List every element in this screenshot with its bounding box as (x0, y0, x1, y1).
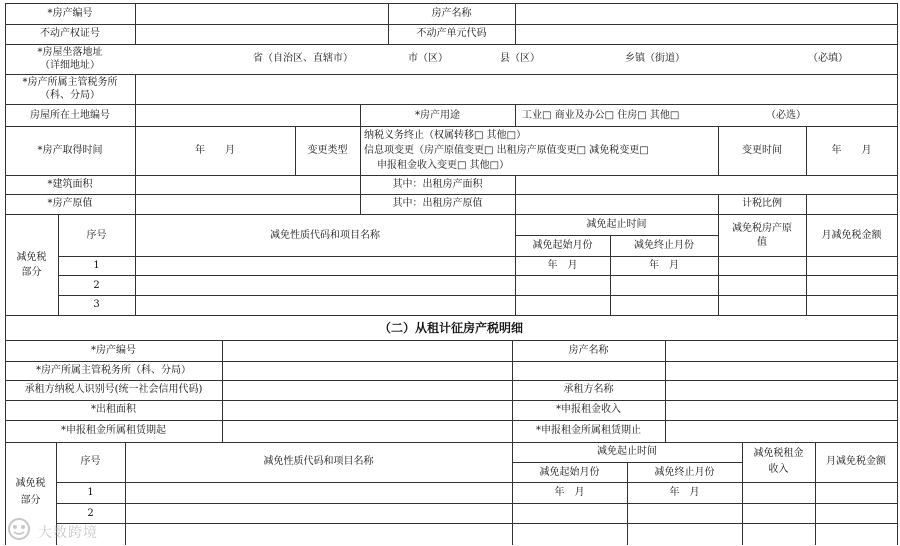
table-row-seq: 2 (87, 508, 94, 519)
rent-income-field[interactable] (666, 401, 897, 420)
rented-value-field[interactable] (516, 195, 718, 214)
relief-rent-header-line1: 减免税租金 (753, 448, 804, 459)
lease-end-label: *申报租金所属租赁期止 (536, 425, 641, 436)
lessee-id-label: 承租方纳税人识别号(统一社会信用代码) (24, 384, 203, 395)
table-row-start[interactable]: 年 月 (554, 487, 585, 498)
tax-ratio-field[interactable] (807, 195, 897, 214)
lease-end-field[interactable] (666, 421, 897, 442)
lease-start-field[interactable] (223, 421, 512, 442)
usage-required: （必选） (766, 110, 806, 121)
unit-code-field[interactable] (516, 25, 897, 44)
original-value-field[interactable] (136, 195, 360, 214)
rent-seq-header: 序号 (80, 456, 101, 467)
table-row-seq: 1 (93, 260, 100, 271)
usage-label: *房产用途 (415, 110, 460, 121)
watermark-text: 大数跨境 (38, 525, 98, 541)
address-label-line2: （详细地址） (40, 60, 100, 71)
tax-office-label-line1: *房产所属主管税务所 (22, 77, 118, 88)
unit-code-label: 不动产单元代码 (416, 28, 487, 39)
address-province: 省（自治区、直辖市） (253, 53, 353, 64)
rent-property-name-field[interactable] (666, 341, 897, 361)
address-required: （必填） (808, 53, 848, 64)
acquire-time-label: *房产取得时间 (37, 145, 103, 156)
relief-section-label-line2: 部分 (21, 267, 42, 278)
rent-property-name-label: 房产名称 (568, 345, 609, 356)
change-time-value[interactable]: 年 月 (831, 145, 872, 156)
cert-no-field[interactable] (136, 25, 388, 44)
lessee-name-label: 承租方名称 (563, 384, 614, 395)
lessee-id-field[interactable] (223, 381, 512, 400)
table-row-seq: 3 (93, 299, 100, 310)
table-row-seq: 1 (87, 487, 94, 498)
monthly-relief-header: 月减免税金额 (821, 230, 882, 241)
change-type-line1[interactable]: 纳税义务终止（权属转移□ 其他□） (364, 130, 527, 141)
rent-property-no-field[interactable] (223, 341, 512, 361)
rented-value-label: 其中：出租房产原值 (392, 198, 483, 209)
relief-end-header: 减免终止月份 (634, 240, 694, 251)
table-row-end[interactable]: 年 月 (669, 487, 700, 498)
rent-relief-start-header: 减免起始月份 (539, 467, 600, 478)
rent-monthly-relief-header: 月减免税金额 (826, 456, 886, 467)
table-row-start[interactable]: 年 月 (547, 260, 578, 271)
rent-relief-label-line2: 部分 (20, 495, 41, 506)
usage-options[interactable]: 工业□ 商业及办公□ 住房□ 其他□ (522, 110, 680, 121)
seq-header: 序号 (86, 230, 107, 241)
lessee-name-field[interactable] (666, 381, 897, 400)
tax-office-label-line2: （科、分局） (40, 90, 100, 101)
rent-relief-end-header: 减免终止月份 (654, 467, 715, 478)
acquire-time-value[interactable]: 年 月 (195, 145, 235, 156)
rented-area-field[interactable] (516, 176, 897, 194)
building-area-label: *建筑面积 (47, 179, 93, 190)
address-county: 县（区） (500, 53, 540, 64)
relief-value-header-line1: 减免税房产原 (732, 223, 792, 234)
rented-area-label: 其中：出租房产面积 (392, 179, 483, 190)
section-title: （二）从租计征房产税明细 (378, 321, 523, 335)
address-town: 乡镇（街道） (625, 53, 685, 64)
change-type-line3[interactable]: 申报租金收入变更□ 其他□） (377, 160, 510, 171)
rent-property-no-label: *房产编号 (91, 345, 136, 356)
rent-income-label: *申报租金收入 (556, 404, 621, 415)
watermark-icon (6, 516, 32, 542)
change-time-label: 变更时间 (742, 145, 782, 156)
rent-relief-label-line1: 减免税 (15, 478, 46, 489)
cert-no-label: 不动产权证号 (40, 28, 100, 39)
table-row-seq: 2 (93, 280, 100, 291)
property-name-label: 房产名称 (431, 8, 472, 19)
rented-area-label: *出租面积 (91, 404, 136, 415)
change-type-line2[interactable]: 信息项变更（房产原值变更□ 出租房产原值变更□ 减免税变更□ (364, 145, 649, 156)
change-type-label: 变更类型 (307, 145, 348, 156)
rent-tax-office-label: *房产所属主管税务所（科、分局） (36, 365, 191, 376)
relief-period-header: 减免起止时间 (586, 219, 647, 230)
property-no-label: *房产编号 (47, 8, 93, 19)
rent-tax-office-field[interactable] (223, 362, 897, 380)
address-label-line1: *房屋坐落地址 (37, 47, 103, 58)
rent-relief-period-header: 减免起止时间 (597, 446, 657, 457)
property-no-field[interactable] (136, 4, 388, 24)
rent-relief-code-header: 减免性质代码和项目名称 (263, 456, 374, 467)
relief-value-header-line2: 值 (757, 237, 767, 248)
relief-start-header: 减免起始月份 (532, 240, 593, 251)
building-area-field[interactable] (136, 176, 360, 194)
tax-office-field[interactable] (136, 75, 897, 104)
address-city: 市（区） (408, 53, 448, 64)
address-field[interactable] (136, 45, 897, 74)
land-no-label: 房屋所在土地编号 (30, 110, 110, 121)
rented-area-field[interactable] (223, 401, 512, 420)
lease-start-label: *申报租金所属租赁期起 (61, 425, 166, 436)
watermark-logo (6, 516, 146, 542)
tax-ratio-label: 计税比例 (742, 198, 782, 209)
relief-rent-header-line2: 收入 (768, 464, 789, 475)
relief-section-label-line1: 减免税 (16, 252, 47, 263)
land-no-field[interactable] (136, 105, 360, 126)
property-name-field[interactable] (516, 4, 897, 24)
relief-code-header: 减免性质代码和项目名称 (270, 230, 380, 241)
original-value-label: *房产原值 (47, 198, 93, 209)
table-row-end[interactable]: 年 月 (649, 260, 679, 271)
